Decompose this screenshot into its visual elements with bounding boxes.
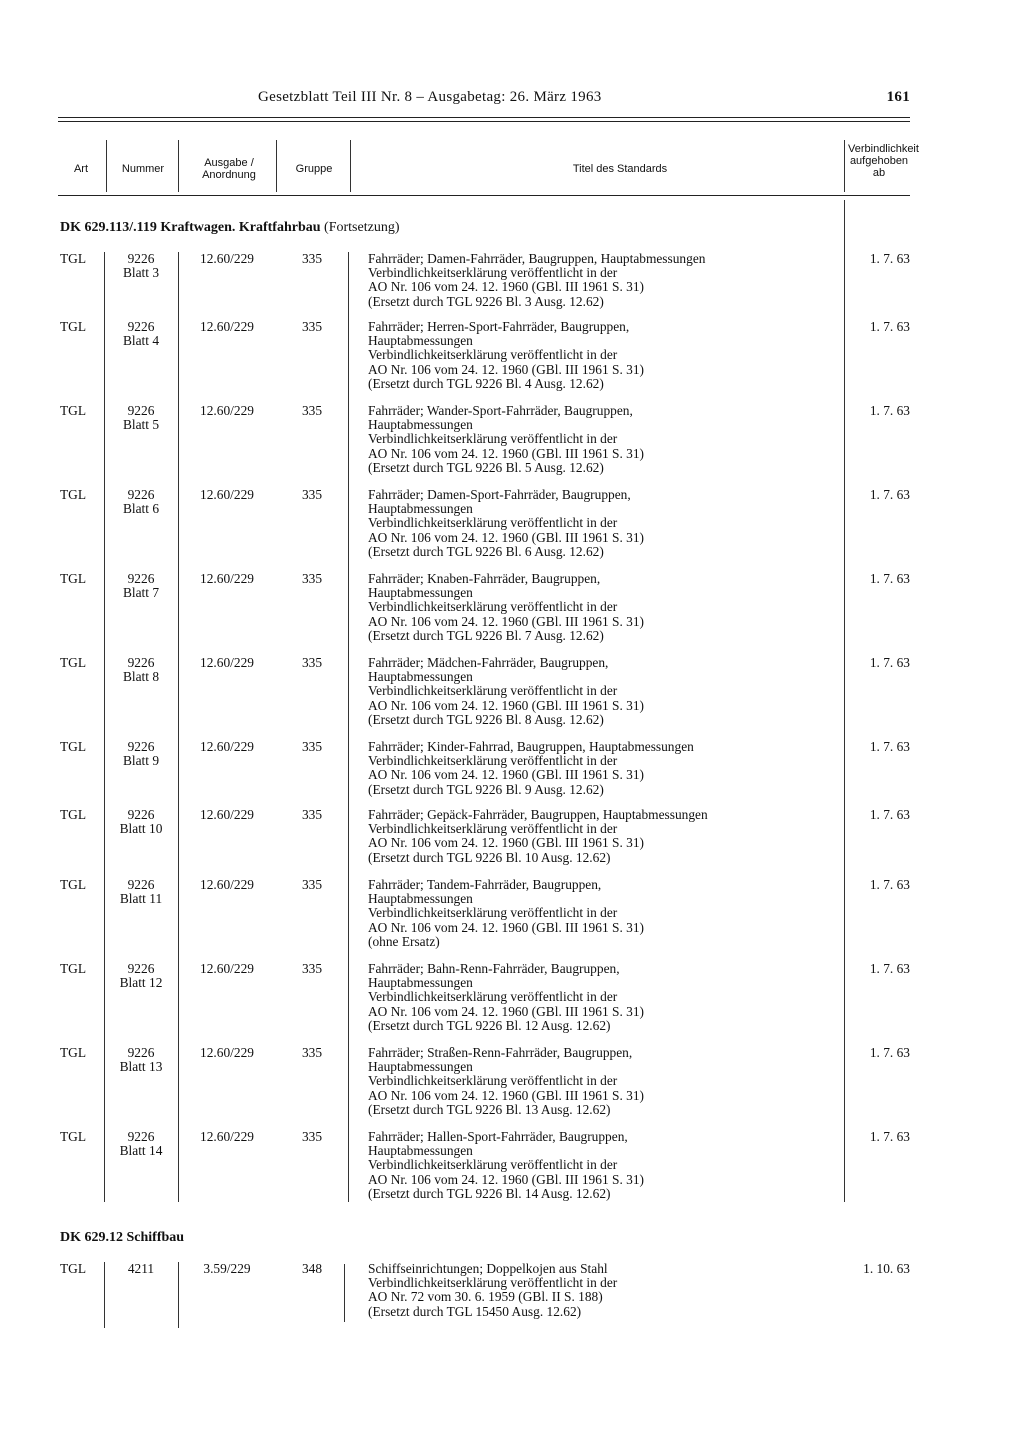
title-line: (Ersetzt durch TGL 9226 Bl. 6 Ausg. 12.62) bbox=[368, 543, 604, 559]
col-titel: Titel des Standards bbox=[572, 163, 668, 175]
cell-titel bbox=[368, 1046, 838, 1117]
title-line: (Ersetzt durch TGL 9226 Bl. 12 Ausg. 12.62) bbox=[368, 1017, 611, 1033]
cell-titel bbox=[368, 878, 838, 949]
title-line: AO Nr. 106 vom 24. 12. 1960 (GBl. III 1961 S. 31) bbox=[368, 1003, 644, 1019]
col-verbindlichkeit: Verbindlichkeit aufgehoben ab bbox=[848, 143, 919, 179]
col-art: Art bbox=[73, 163, 89, 175]
cell-art: TGL bbox=[60, 1129, 87, 1144]
cell-gruppe: 335 bbox=[301, 319, 323, 334]
title-line: Fahrräder; Damen-Sport-Fahrräder, Baugruppen, bbox=[368, 487, 631, 502]
cell-gruppe: 335 bbox=[301, 655, 323, 670]
title-line: Hauptabmessungen bbox=[368, 1143, 473, 1159]
cell-art: TGL bbox=[60, 1261, 87, 1276]
standard-number: 9226 bbox=[127, 403, 155, 418]
cell-aufgehoben: 1. 7. 63 bbox=[869, 961, 910, 976]
title-line: Verbindlichkeitserklärung veröffentlicht in der bbox=[368, 821, 618, 837]
cell-aufgehoben: 1. 7. 63 bbox=[869, 739, 910, 754]
cell-ausgabe: 12.60/229 bbox=[200, 571, 254, 586]
table-header-rule bbox=[58, 195, 910, 196]
standard-number: 9226 bbox=[127, 1045, 155, 1060]
cell-gruppe: 335 bbox=[301, 877, 323, 892]
title-line: AO Nr. 106 vom 24. 12. 1960 (GBl. III 1961 S. 31) bbox=[368, 361, 644, 377]
cell-ausgabe: 12.60/229 bbox=[200, 739, 254, 754]
cell-aufgehoben: 1. 7. 63 bbox=[869, 807, 910, 822]
title-line: (ohne Ersatz) bbox=[368, 933, 440, 949]
standard-number: 9226 bbox=[127, 807, 155, 822]
title-line: Fahrräder; Wander-Sport-Fahrräder, Baugruppen, bbox=[368, 403, 633, 418]
title-line: Hauptabmessungen bbox=[368, 501, 473, 517]
title-line: AO Nr. 106 vom 24. 12. 1960 (GBl. III 1961 S. 31) bbox=[368, 767, 644, 783]
cell-titel bbox=[368, 656, 838, 727]
standard-number: 9226 bbox=[127, 251, 155, 266]
cell-art: TGL bbox=[60, 1045, 87, 1060]
title-line: Verbindlichkeitserklärung veröffentlicht in der bbox=[368, 1073, 618, 1089]
cell-gruppe: 335 bbox=[301, 403, 323, 418]
header-divider bbox=[350, 140, 351, 192]
cell-art: TGL bbox=[60, 403, 87, 418]
cell-titel bbox=[368, 1262, 838, 1319]
cell-aufgehoben: 1. 7. 63 bbox=[869, 877, 910, 892]
standard-number: 9226 bbox=[127, 1129, 155, 1144]
column-divider bbox=[178, 1262, 179, 1328]
cell-nummer bbox=[108, 1046, 174, 1074]
cell-gruppe: 335 bbox=[301, 1129, 323, 1144]
cell-nummer bbox=[108, 740, 174, 768]
cell-nummer bbox=[108, 656, 174, 684]
cell-ausgabe: 12.60/229 bbox=[200, 807, 254, 822]
title-line: Fahrräder; Straßen-Renn-Fahrräder, Baugruppen, bbox=[368, 1045, 633, 1060]
cell-art: TGL bbox=[60, 739, 87, 754]
header-title: Gesetzblatt Teil III Nr. 8 – Ausgabetag: 26. März 1963 bbox=[258, 89, 602, 105]
header-divider bbox=[844, 140, 845, 192]
cell-titel bbox=[368, 808, 838, 865]
section-title: DK 629.12 Schiffbau bbox=[60, 1230, 185, 1245]
title-line: AO Nr. 106 vom 24. 12. 1960 (GBl. III 1961 S. 31) bbox=[368, 1171, 644, 1187]
sheet-number: Blatt 7 bbox=[122, 585, 160, 601]
title-line: Fahrräder; Gepäck-Fahrräder, Baugruppen, Hauptabmessungen bbox=[368, 807, 708, 822]
sheet-number: Blatt 6 bbox=[122, 501, 160, 517]
cell-aufgehoben: 1. 7. 63 bbox=[869, 403, 910, 418]
standard-number: 9226 bbox=[127, 961, 155, 976]
cell-aufgehoben: 1. 7. 63 bbox=[869, 319, 910, 334]
cell-aufgehoben: 1. 7. 63 bbox=[869, 487, 910, 502]
cell-ausgabe: 12.60/229 bbox=[200, 487, 254, 502]
title-line: (Ersetzt durch TGL 9226 Bl. 4 Ausg. 12.62) bbox=[368, 375, 604, 391]
header-divider bbox=[106, 140, 107, 192]
title-line: Verbindlichkeitserklärung veröffentlicht in der bbox=[368, 683, 618, 699]
title-line: (Ersetzt durch TGL 9226 Bl. 3 Ausg. 12.62) bbox=[368, 293, 604, 309]
cell-nummer bbox=[108, 404, 174, 432]
title-line: Verbindlichkeitserklärung veröffentlicht in der bbox=[368, 905, 618, 921]
title-line: Verbindlichkeitserklärung veröffentlicht in der bbox=[368, 989, 618, 1005]
title-line: Verbindlichkeitserklärung veröffentlicht in der bbox=[368, 431, 618, 447]
section-heading bbox=[60, 1230, 184, 1246]
cell-art: TGL bbox=[60, 807, 87, 822]
title-line: (Ersetzt durch TGL 9226 Bl. 8 Ausg. 12.62) bbox=[368, 711, 604, 727]
title-line: Hauptabmessungen bbox=[368, 585, 473, 601]
cell-art: TGL bbox=[60, 877, 87, 892]
title-line: Fahrräder; Damen-Fahrräder, Baugruppen, Hauptabmessungen bbox=[368, 251, 706, 266]
cell-titel bbox=[368, 404, 838, 475]
sheet-number: Blatt 12 bbox=[119, 975, 163, 991]
standard-number: 4211 bbox=[127, 1261, 155, 1276]
title-line: Hauptabmessungen bbox=[368, 333, 473, 349]
cell-ausgabe: 12.60/229 bbox=[200, 961, 254, 976]
standard-number: 9226 bbox=[127, 739, 155, 754]
header-divider bbox=[178, 140, 179, 192]
cell-gruppe: 335 bbox=[301, 807, 323, 822]
title-line: Verbindlichkeitserklärung veröffentlicht in der bbox=[368, 347, 618, 363]
cell-ausgabe: 12.60/229 bbox=[200, 877, 254, 892]
cell-nummer bbox=[108, 488, 174, 516]
standard-number: 9226 bbox=[127, 319, 155, 334]
title-line: Schiffseinrichtungen; Doppelkojen aus Stahl bbox=[368, 1261, 608, 1276]
col-gruppe: Gruppe bbox=[295, 163, 333, 175]
cell-art: TGL bbox=[60, 571, 87, 586]
sheet-number: Blatt 14 bbox=[119, 1143, 163, 1159]
title-line: AO Nr. 106 vom 24. 12. 1960 (GBl. III 1961 S. 31) bbox=[368, 613, 644, 629]
sheet-number: Blatt 11 bbox=[119, 891, 163, 907]
header-rule-double bbox=[58, 121, 910, 122]
column-divider bbox=[348, 252, 349, 1202]
title-line: Fahrräder; Tandem-Fahrräder, Baugruppen, bbox=[368, 877, 602, 892]
cell-nummer bbox=[108, 878, 174, 906]
sheet-number: Blatt 5 bbox=[122, 417, 160, 433]
cell-nummer bbox=[108, 962, 174, 990]
title-line: AO Nr. 106 vom 24. 12. 1960 (GBl. III 1961 S. 31) bbox=[368, 279, 644, 295]
title-line: AO Nr. 106 vom 24. 12. 1960 (GBl. III 1961 S. 31) bbox=[368, 1087, 644, 1103]
title-line: Verbindlichkeitserklärung veröffentlicht in der bbox=[368, 515, 618, 531]
cell-titel bbox=[368, 962, 838, 1033]
title-line: Hauptabmessungen bbox=[368, 1059, 473, 1075]
title-line: Verbindlichkeitserklärung veröffentlicht in der bbox=[368, 265, 618, 281]
title-line: AO Nr. 106 vom 24. 12. 1960 (GBl. III 1961 S. 31) bbox=[368, 697, 644, 713]
column-divider bbox=[104, 252, 105, 1202]
header-divider bbox=[276, 140, 277, 192]
cell-aufgehoben: 1. 7. 63 bbox=[869, 1129, 910, 1144]
title-line: Verbindlichkeitserklärung veröffentlicht in der bbox=[368, 599, 618, 615]
sheet-number: Blatt 9 bbox=[122, 753, 160, 769]
cell-art: TGL bbox=[60, 961, 87, 976]
header-rule bbox=[58, 117, 910, 118]
cell-ausgabe: 3.59/229 bbox=[203, 1261, 251, 1276]
column-divider bbox=[844, 200, 845, 1202]
cell-nummer bbox=[108, 1130, 174, 1158]
title-line: Verbindlichkeitserklärung veröffentlicht in der bbox=[368, 753, 618, 769]
title-line: Fahrräder; Knaben-Fahrräder, Baugruppen, bbox=[368, 571, 601, 586]
title-line: Hauptabmessungen bbox=[368, 891, 473, 907]
cell-nummer bbox=[108, 252, 174, 280]
title-line: Fahrräder; Herren-Sport-Fahrräder, Baugruppen, bbox=[368, 319, 630, 334]
cell-ausgabe: 12.60/229 bbox=[200, 1129, 254, 1144]
cell-titel bbox=[368, 572, 838, 643]
cell-ausgabe: 12.60/229 bbox=[200, 403, 254, 418]
cell-ausgabe: 12.60/229 bbox=[200, 1045, 254, 1060]
title-line: (Ersetzt durch TGL 9226 Bl. 14 Ausg. 12.62) bbox=[368, 1185, 611, 1201]
cell-gruppe: 335 bbox=[301, 739, 323, 754]
sheet-number: Blatt 8 bbox=[122, 669, 160, 685]
title-line: AO Nr. 106 vom 24. 12. 1960 (GBl. III 1961 S. 31) bbox=[368, 835, 644, 851]
title-line: Fahrräder; Hallen-Sport-Fahrräder, Baugruppen, bbox=[368, 1129, 628, 1144]
cell-gruppe: 335 bbox=[301, 487, 323, 502]
cell-titel bbox=[368, 488, 838, 559]
title-line: (Ersetzt durch TGL 15450 Ausg. 12.62) bbox=[368, 1303, 582, 1319]
col-nummer: Nummer bbox=[121, 163, 165, 175]
column-divider bbox=[178, 252, 179, 1202]
cell-aufgehoben: 1. 10. 63 bbox=[863, 1261, 910, 1276]
cell-aufgehoben: 1. 7. 63 bbox=[869, 655, 910, 670]
cell-titel bbox=[368, 320, 838, 391]
standard-number: 9226 bbox=[127, 655, 155, 670]
cell-nummer bbox=[108, 572, 174, 600]
cell-gruppe: 335 bbox=[301, 251, 323, 266]
title-line: AO Nr. 106 vom 24. 12. 1960 (GBl. III 1961 S. 31) bbox=[368, 445, 644, 461]
cell-titel bbox=[368, 740, 838, 797]
sheet-number: Blatt 3 bbox=[122, 265, 160, 281]
section-heading bbox=[60, 220, 399, 236]
sheet-number: Blatt 13 bbox=[119, 1059, 163, 1075]
cell-gruppe: 348 bbox=[301, 1261, 323, 1276]
cell-titel bbox=[368, 1130, 838, 1201]
title-line: (Ersetzt durch TGL 9226 Bl. 10 Ausg. 12.62) bbox=[368, 849, 611, 865]
standard-number: 9226 bbox=[127, 487, 155, 502]
title-line: (Ersetzt durch TGL 9226 Bl. 9 Ausg. 12.62) bbox=[368, 781, 604, 797]
cell-titel bbox=[368, 252, 838, 309]
cell-aufgehoben: 1. 7. 63 bbox=[869, 251, 910, 266]
sheet-number: Blatt 10 bbox=[119, 821, 163, 837]
title-line: (Ersetzt durch TGL 9226 Bl. 5 Ausg. 12.62) bbox=[368, 459, 604, 475]
title-line: (Ersetzt durch TGL 9226 Bl. 13 Ausg. 12.62) bbox=[368, 1101, 611, 1117]
standard-number: 9226 bbox=[127, 877, 155, 892]
cell-nummer bbox=[108, 320, 174, 348]
title-line: Hauptabmessungen bbox=[368, 975, 473, 991]
col-ausgabe: Ausgabe / Anordnung bbox=[202, 157, 256, 181]
cell-nummer bbox=[108, 808, 174, 836]
title-line: AO Nr. 72 vom 30. 6. 1959 (GBl. II S. 188) bbox=[368, 1289, 603, 1305]
cell-gruppe: 335 bbox=[301, 1045, 323, 1060]
standard-number: 9226 bbox=[127, 571, 155, 586]
cell-gruppe: 335 bbox=[301, 571, 323, 586]
title-line: Fahrräder; Bahn-Renn-Fahrräder, Baugruppen, bbox=[368, 961, 620, 976]
section-title: DK 629.113/.119 Kraftwagen. Kraftfahrbau bbox=[60, 220, 321, 235]
column-divider bbox=[104, 1262, 105, 1328]
sheet-number: Blatt 4 bbox=[122, 333, 160, 349]
cell-ausgabe: 12.60/229 bbox=[200, 319, 254, 334]
section-note: (Fortsetzung) bbox=[324, 220, 400, 235]
title-line: Verbindlichkeitserklärung veröffentlicht in der bbox=[368, 1275, 618, 1291]
cell-ausgabe: 12.60/229 bbox=[200, 655, 254, 670]
title-line: Hauptabmessungen bbox=[368, 417, 473, 433]
cell-art: TGL bbox=[60, 251, 87, 266]
title-line: (Ersetzt durch TGL 9226 Bl. 7 Ausg. 12.62) bbox=[368, 627, 604, 643]
cell-aufgehoben: 1. 7. 63 bbox=[869, 1045, 910, 1060]
title-line: AO Nr. 106 vom 24. 12. 1960 (GBl. III 1961 S. 31) bbox=[368, 919, 644, 935]
page-number: 161 bbox=[886, 89, 910, 105]
cell-aufgehoben: 1. 7. 63 bbox=[869, 571, 910, 586]
title-line: Verbindlichkeitserklärung veröffentlicht in der bbox=[368, 1157, 618, 1173]
title-line: AO Nr. 106 vom 24. 12. 1960 (GBl. III 1961 S. 31) bbox=[368, 529, 644, 545]
cell-art: TGL bbox=[60, 655, 87, 670]
title-line: Hauptabmessungen bbox=[368, 669, 473, 685]
cell-nummer bbox=[108, 1262, 174, 1276]
cell-gruppe: 335 bbox=[301, 961, 323, 976]
cell-art: TGL bbox=[60, 487, 87, 502]
title-line: Fahrräder; Mädchen-Fahrräder, Baugruppen, bbox=[368, 655, 609, 670]
cell-art: TGL bbox=[60, 319, 87, 334]
cell-ausgabe: 12.60/229 bbox=[200, 251, 254, 266]
title-line: Fahrräder; Kinder-Fahrrad, Baugruppen, Hauptabmessungen bbox=[368, 739, 694, 754]
column-divider bbox=[344, 1264, 345, 1322]
